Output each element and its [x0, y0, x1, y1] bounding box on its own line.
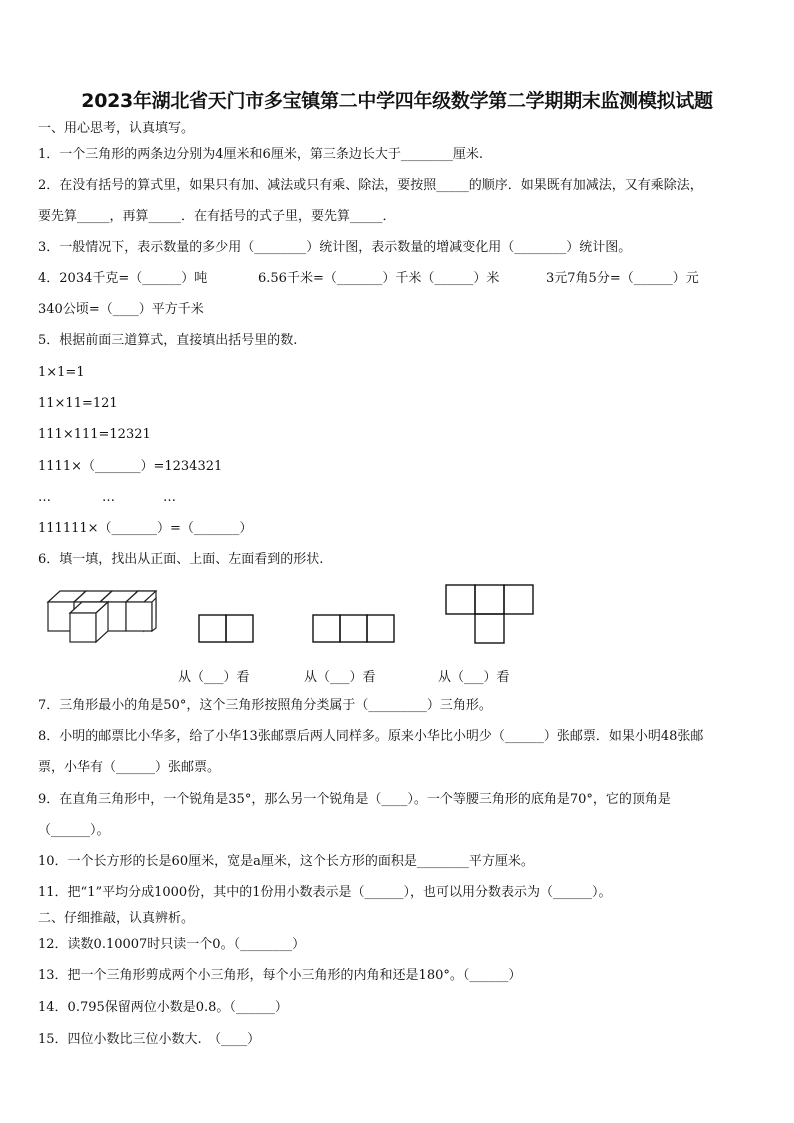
view-caption-1: 从（___）看 — [178, 670, 250, 685]
question-4-part-3: 3元7角5分=（______）元 — [546, 271, 699, 286]
question-13: 13．把一个三角形剪成两个小三角形，每个小三角形的内角和还是180°。（______） — [38, 968, 522, 983]
three-square-view — [312, 614, 396, 644]
section-heading-2: 二、仔细推敲，认真辨析。 — [38, 911, 195, 926]
question-9-line-2: （______）。 — [38, 823, 110, 838]
ellipsis-2: … — [102, 490, 115, 505]
ellipsis-3: … — [163, 490, 176, 505]
question-7: 7．三角形最小的角是50°，这个三角形按照角分类属于（_________）三角形。 — [38, 698, 492, 713]
cube-stack-figure — [44, 586, 160, 646]
question-12: 12．读数0.10007时只读一个0。（________） — [38, 937, 306, 952]
page-title: 2023年湖北省天门市多宝镇第二中学四年级数学第二学期期末监测模拟试题 — [81, 90, 713, 112]
question-10: 10．一个长方形的长是60厘米，宽是a厘米，这个长方形的面积是________平方厘米。 — [38, 854, 534, 869]
question-5: 5．根据前面三道算式，直接填出括号里的数. — [38, 333, 298, 348]
pattern-line-6: 111111×（_______）=（_______） — [38, 521, 253, 536]
pattern-line-2: 11×11=121 — [38, 396, 118, 411]
question-3: 3．一般情况下，表示数量的多少用（________）统计图，表示数量的增减变化用（________）统计图。 — [38, 240, 632, 255]
view-caption-3: 从（___）看 — [438, 670, 510, 685]
question-1: 1．一个三角形的两条边分别为4厘米和6厘米，第三条边长大于________厘米. — [38, 147, 483, 162]
question-14: 14．0.795保留两位小数是0.8。（______） — [38, 1000, 288, 1015]
question-2-line-2: 要先算_____，再算_____．在有括号的式子里，要先算_____． — [38, 209, 396, 224]
question-2-line-1: 2．在没有括号的算式里，如果只有加、减法或只有乘、除法，要按照_____的顺序．如果既有加减法，又有乘除法， — [38, 178, 703, 193]
view-caption-2: 从（___）看 — [304, 670, 376, 685]
ellipsis-1: … — [38, 490, 51, 505]
pattern-line-1: 1×1=1 — [38, 365, 85, 380]
question-4-part-2: 6.56千米=（_______）千米（______）米 — [258, 271, 500, 286]
pattern-line-4: 1111×（_______）=1234321 — [38, 459, 223, 474]
two-square-view — [198, 614, 256, 644]
question-4-part-1: 4．2034千克=（______）吨 — [38, 271, 208, 286]
pattern-line-3: 111×111=12321 — [38, 427, 151, 442]
t-shape-view — [445, 584, 535, 644]
question-11: 11．把“1”平均分成1000份，其中的1份用小数表示是（______），也可以用分数表示为（______）。 — [38, 885, 612, 900]
question-6: 6．填一填，找出从正面、上面、左面看到的形状. — [38, 552, 324, 567]
question-9-line-1: 9．在直角三角形中，一个锐角是35°，那么另一个锐角是（____）。一个等腰三角形的底角是70°，它的顶角是 — [38, 792, 671, 807]
question-8-line-1: 8．小明的邮票比小华多，给了小华13张邮票后两人同样多。原来小华比小明少（______）张邮票．如果小明48张邮 — [38, 729, 704, 744]
section-heading-1: 一、用心思考，认真填写。 — [38, 121, 195, 136]
question-8-line-2: 票，小华有（______）张邮票。 — [38, 760, 221, 775]
question-4-part-4: 340公顷=（____）平方千米 — [38, 302, 204, 317]
question-15: 15．四位小数比三位小数大. （____） — [38, 1032, 261, 1047]
